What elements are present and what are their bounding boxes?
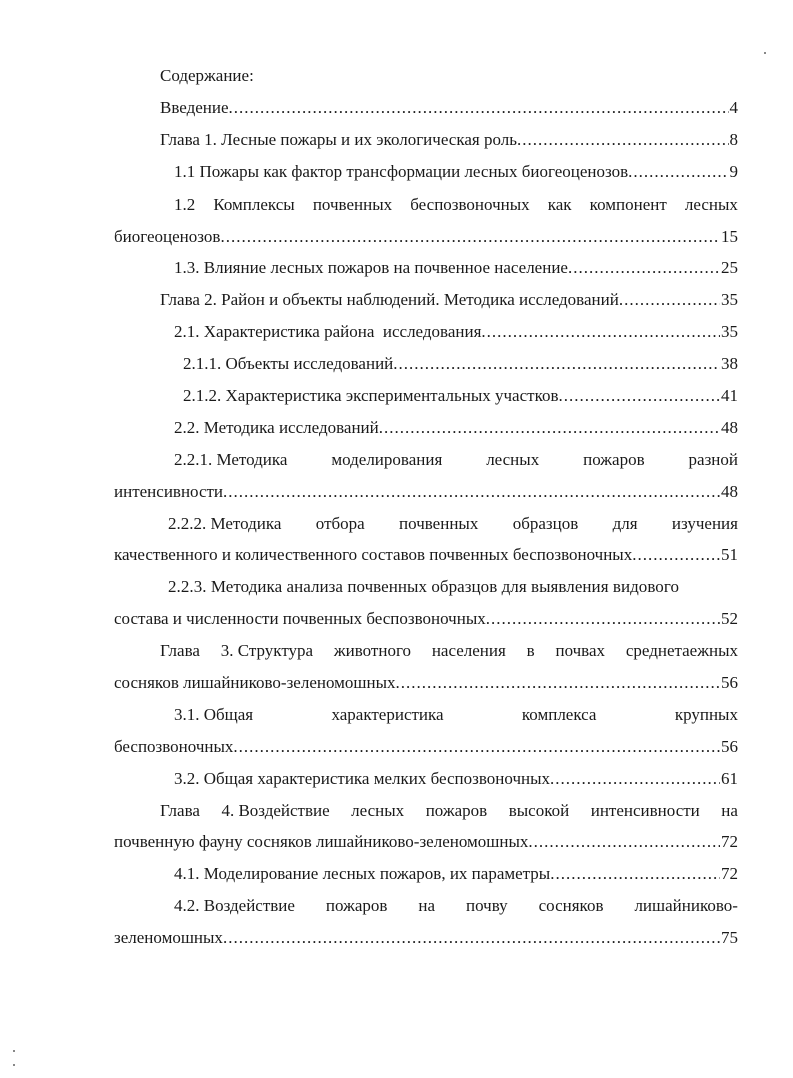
toc-word: Глава	[160, 801, 200, 820]
leader-dots	[481, 320, 720, 344]
toc-entry-3-1-line2	[114, 735, 738, 759]
toc-entry-1-1	[174, 160, 738, 184]
toc-entry-title: биогеоценозов	[114, 227, 221, 246]
toc-word: на	[418, 896, 436, 915]
toc-word: лесных	[486, 450, 540, 469]
toc-entry-2-2-2-line2	[114, 543, 738, 567]
toc-entry-title: Глава 2. Район и объекты наблюдений. Методика исследований	[160, 290, 619, 309]
toc-word: среднетаежных	[625, 641, 738, 660]
toc-entry-title: состава и численности почвенных беспозвоночных	[114, 609, 486, 628]
toc-entry-page: 4	[729, 98, 738, 117]
toc-entry-title: 2.1.2. Характеристика экспериментальных участков	[183, 386, 559, 405]
toc-word: 4.2. Воздействие	[174, 896, 295, 915]
toc-entry-chapter-2	[160, 288, 738, 312]
toc-entry-page: 35	[721, 290, 738, 309]
toc-entry-3-1-line1	[174, 703, 738, 727]
leader-dots	[220, 225, 720, 249]
toc-entry-2-1	[174, 320, 738, 344]
toc-entry-page: 9	[729, 162, 738, 181]
leader-dots	[486, 607, 720, 631]
toc-entry-page: 61	[721, 769, 738, 788]
leader-dots	[559, 384, 721, 408]
toc-entry-page: 56	[721, 737, 738, 756]
toc-word: 3.1. Общая	[174, 705, 254, 724]
toc-word: беспозвоночных	[410, 195, 530, 214]
leader-dots	[517, 128, 729, 152]
toc-entry-title: качественного и количественного составов почвенных беспозвоночных	[114, 545, 633, 564]
toc-word: Комплексы	[213, 195, 295, 214]
toc-entry-chapter-4-line1	[160, 799, 738, 823]
toc-word: животного	[333, 641, 411, 660]
toc-heading: Содержание:	[160, 66, 254, 85]
toc-entry-page: 52	[721, 609, 738, 628]
toc-word: сосняков	[538, 896, 604, 915]
toc-word: Глава	[160, 641, 200, 660]
toc-word: образцов	[512, 514, 579, 533]
toc-word: крупных	[674, 705, 738, 724]
toc-entry-3-2	[174, 767, 738, 791]
toc-word: лишайниково-	[634, 896, 738, 915]
toc-entry-4-1	[174, 862, 738, 886]
scan-speck	[764, 52, 766, 54]
toc-entry-page: 72	[721, 832, 738, 851]
toc-entry-title: 2.2. Методика исследований	[174, 418, 379, 437]
toc-word: 2.2.2. Методика	[168, 514, 282, 533]
toc-word: почву	[466, 896, 508, 915]
toc-entry-chapter-4-line2	[114, 830, 738, 854]
toc-entry-2-2-3-line1: 2.2.3. Методика анализа почвенных образцов для выявления видового	[168, 577, 680, 596]
toc-word: изучения	[671, 514, 738, 533]
toc-entry-2-2-1-line2	[114, 480, 738, 504]
toc-word: лесных	[684, 195, 738, 214]
toc-entry-chapter-1	[160, 128, 738, 152]
toc-entry-chapter-3-line1	[160, 639, 738, 663]
toc-entry-page: 48	[721, 418, 738, 437]
toc-entry-page: 35	[721, 322, 738, 341]
leader-dots	[223, 480, 720, 504]
toc-entry-title: 2.1. Характеристика района исследования	[174, 322, 482, 341]
leader-dots	[528, 830, 720, 854]
toc-entry-chapter-3-line2	[114, 671, 738, 695]
toc-entry-page: 48	[721, 482, 738, 501]
toc-entry-page: 56	[721, 673, 738, 692]
toc-word: разной	[688, 450, 738, 469]
toc-entry-page: 38	[721, 354, 738, 373]
toc-entry-title: беспозвоночных	[114, 737, 234, 756]
toc-entry-1-2-line1	[174, 193, 738, 217]
leader-dots	[628, 160, 728, 184]
toc-word: компонент	[589, 195, 667, 214]
leader-dots	[619, 288, 720, 312]
toc-word: интенсивности	[590, 801, 700, 820]
leader-dots	[379, 416, 720, 440]
toc-word: на	[721, 801, 738, 820]
toc-word: почвенных	[312, 195, 393, 214]
toc-word: 3. Структура	[220, 641, 314, 660]
toc-entry-title: 3.2. Общая характеристика мелких беспозвоночных	[174, 769, 551, 788]
toc-entry-title: Глава 1. Лесные пожары и их экологическая роль	[160, 130, 517, 149]
toc-word: пожаров	[425, 801, 488, 820]
toc-entry-title: интенсивности	[114, 482, 224, 501]
toc-word: как	[547, 195, 572, 214]
toc-word: в	[526, 641, 535, 660]
toc-entry-page: 41	[721, 386, 738, 405]
toc-entry-2-2-2-line1	[168, 512, 738, 536]
scan-speck	[13, 1064, 15, 1066]
toc-entry-title: 4.1. Моделирование лесных пожаров, их параметры	[174, 864, 551, 883]
toc-entry-page: 51	[721, 545, 738, 564]
leader-dots	[396, 671, 720, 695]
toc-word: 1.2	[174, 195, 196, 214]
leader-dots	[632, 543, 720, 567]
toc-entry-title: Введение	[160, 98, 229, 117]
toc-entry-2-2	[174, 416, 738, 440]
toc-entry-page: 8	[729, 130, 738, 149]
toc-word: комплекса	[521, 705, 597, 724]
toc-entry-page: 25	[721, 258, 738, 277]
toc-word: характеристика	[331, 705, 444, 724]
toc-entry-title: 1.1 Пожары как фактор трансформации лесных биогеоценозов	[174, 162, 629, 181]
toc-entry-page: 75	[721, 928, 738, 947]
toc-word: пожаров	[583, 450, 645, 469]
toc-word: пожаров	[325, 896, 388, 915]
toc-entry-introduction	[160, 96, 738, 120]
toc-word: населения	[431, 641, 506, 660]
toc-word: почвах	[555, 641, 606, 660]
toc-word: для	[612, 514, 638, 533]
toc-word: отбора	[315, 514, 365, 533]
toc-entry-title: почвенную фауну сосняков лишайниково-зеленомошных	[114, 832, 529, 851]
toc-word: 4. Воздействие	[221, 801, 330, 820]
toc-entry-title: сосняков лишайниково-зеленомошных	[114, 673, 396, 692]
leader-dots	[550, 767, 720, 791]
toc-entry-4-2-line1	[174, 894, 738, 918]
leader-dots	[233, 735, 720, 759]
toc-entry-title: зеленомошных	[114, 928, 223, 947]
toc-word: моделирования	[331, 450, 443, 469]
toc-entry-1-3	[174, 256, 738, 280]
toc-word: почвенных	[399, 514, 479, 533]
leader-dots	[223, 926, 720, 950]
toc-word: лесных	[351, 801, 405, 820]
leader-dots	[229, 96, 729, 120]
toc-word: высокой	[508, 801, 570, 820]
leader-dots	[568, 256, 720, 280]
toc-entry-2-1-2	[183, 384, 738, 408]
leader-dots	[393, 352, 720, 376]
toc-entry-title: 1.3. Влияние лесных пожаров на почвенное население	[174, 258, 568, 277]
toc-entry-4-2-line2	[114, 926, 738, 950]
toc-entry-2-1-1	[183, 352, 738, 376]
toc-word: 2.2.1. Методика	[174, 450, 288, 469]
toc-entry-title: 2.1.1. Объекты исследований	[183, 354, 394, 373]
toc-entry-page: 72	[721, 864, 738, 883]
toc-entry-1-2-line2	[114, 225, 738, 249]
toc-entry-2-2-3-line2	[114, 607, 738, 631]
toc-entry-2-2-1-line1	[174, 448, 738, 472]
scan-speck	[13, 1050, 15, 1052]
toc-entry-page: 15	[721, 227, 738, 246]
leader-dots	[550, 862, 720, 886]
